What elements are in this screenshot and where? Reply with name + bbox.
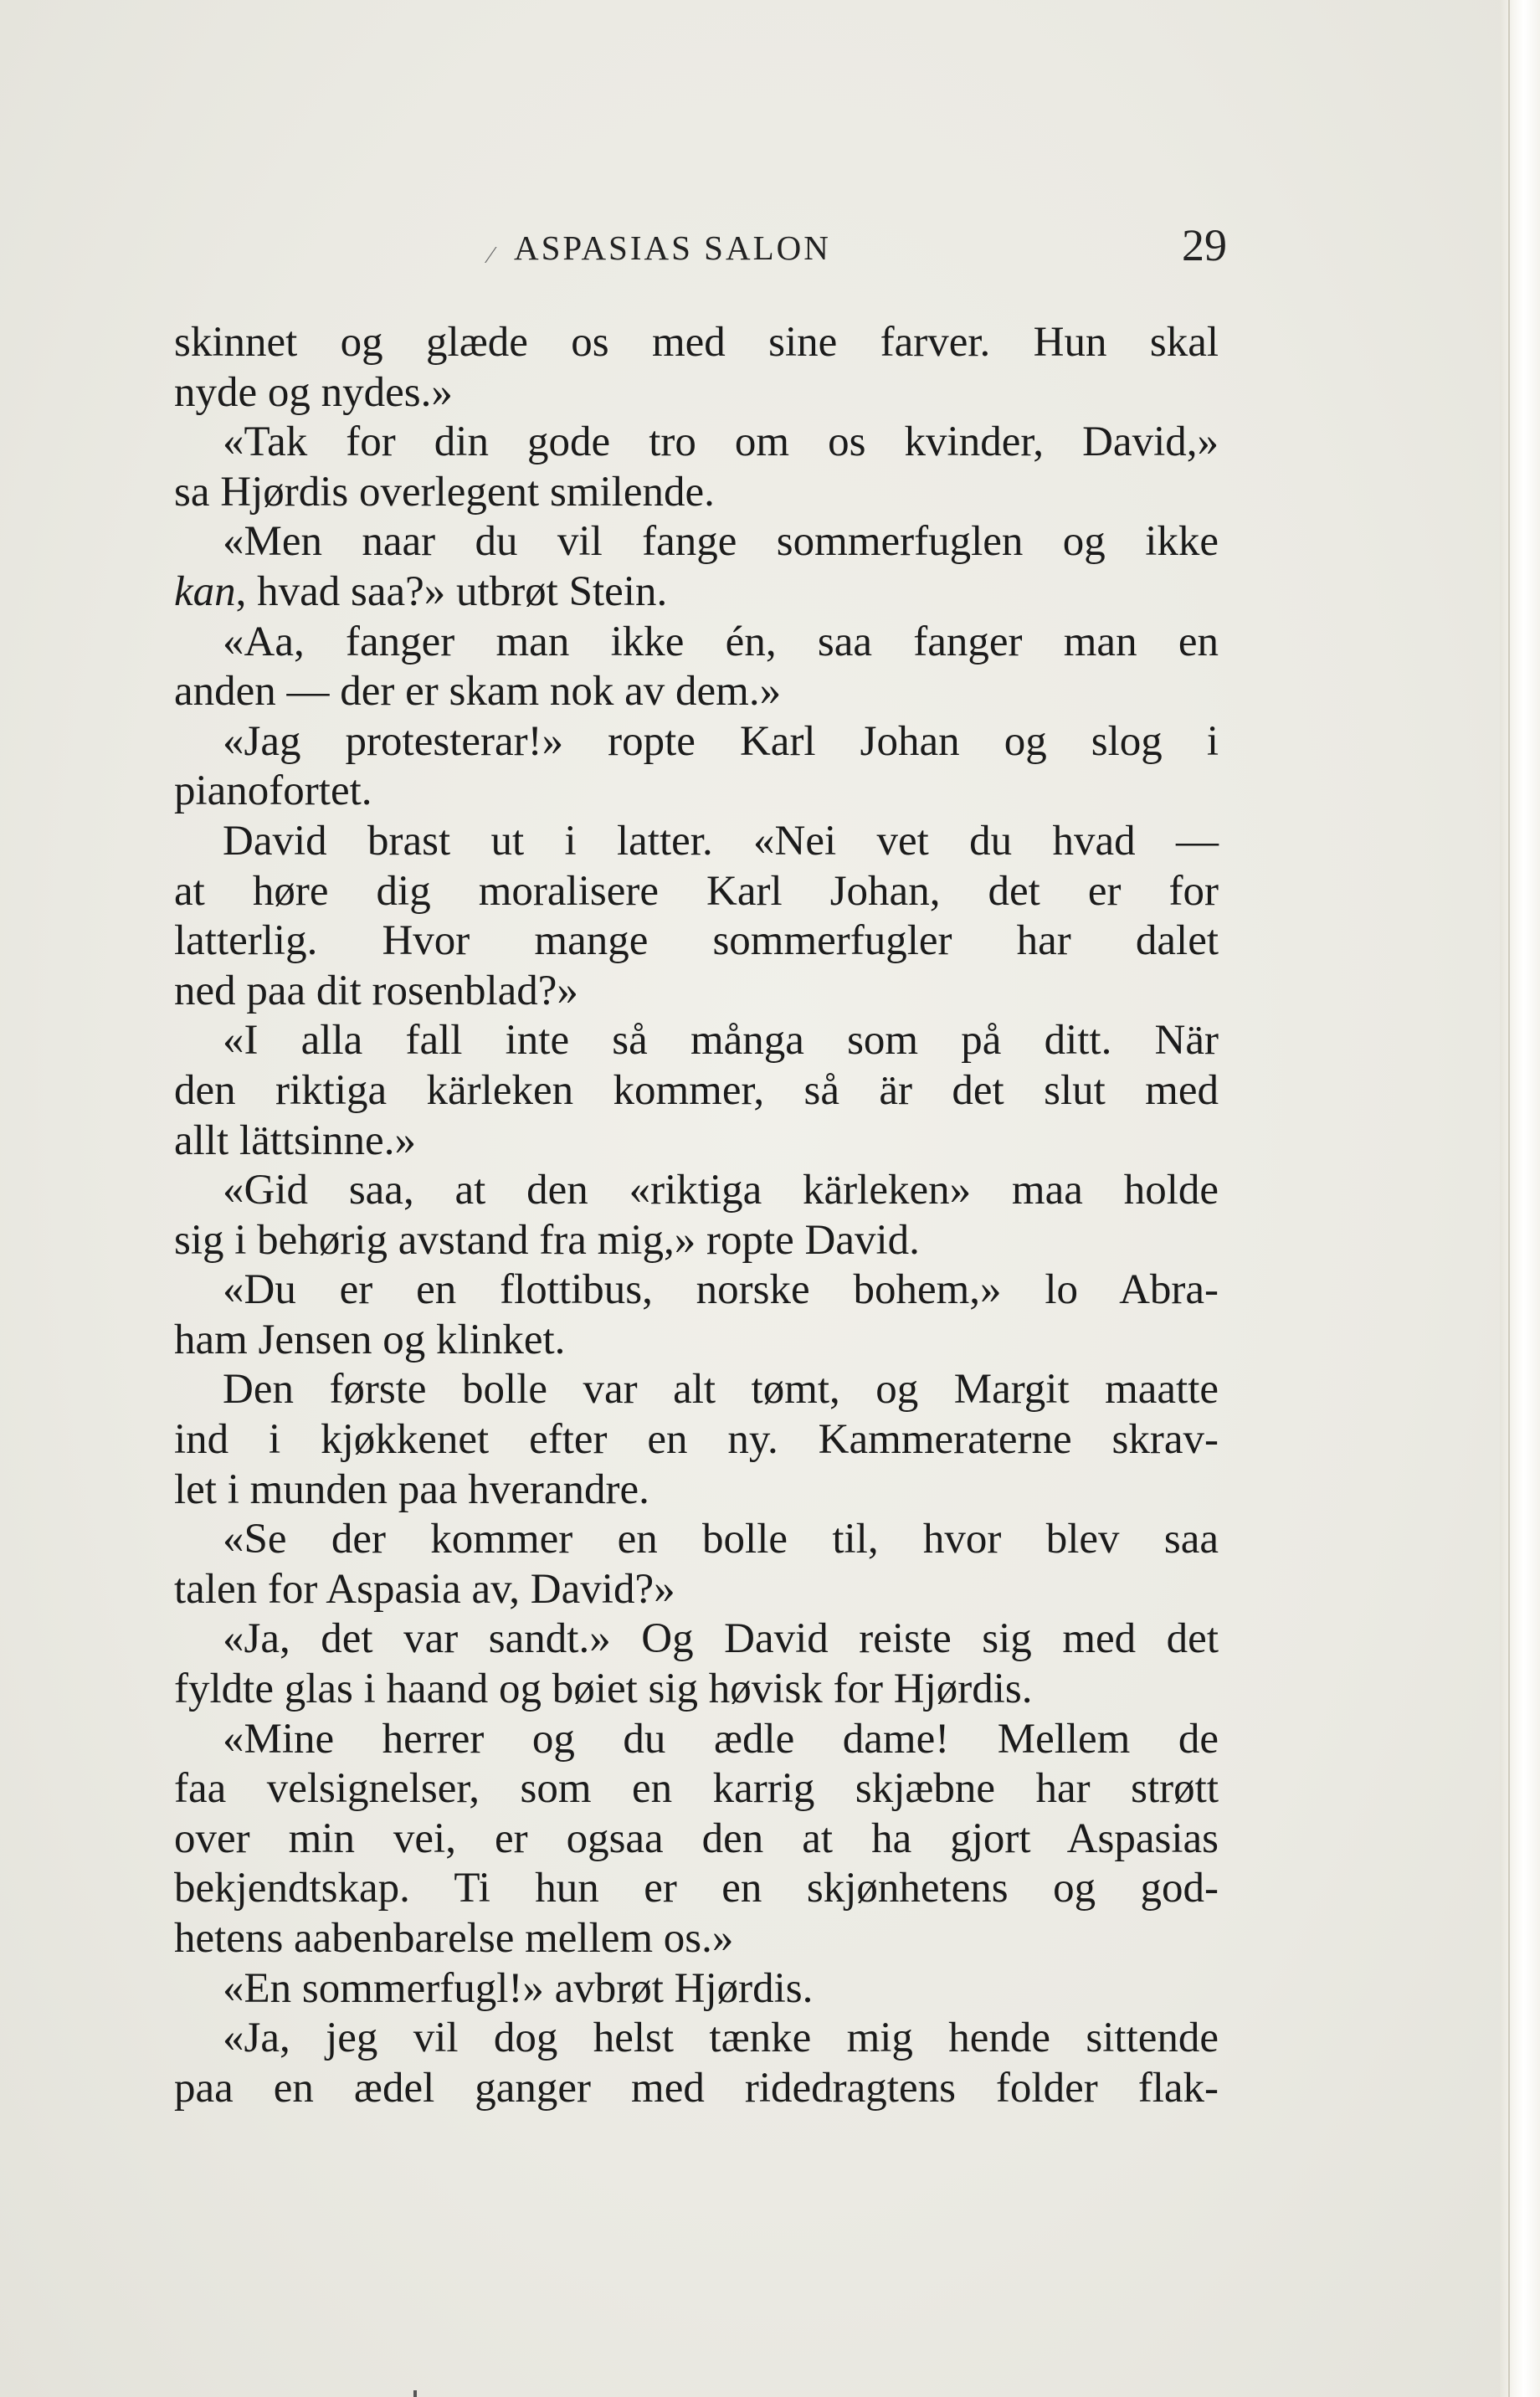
page-edge <box>1500 0 1540 2397</box>
text-line: ham Jensen og klinket. <box>174 1316 566 1363</box>
text-line: faa velsignelser, som en karrig skjæbne har strøtt <box>174 1765 1219 1813</box>
text-line: den riktiga kärleken kommer, så är det slut med <box>174 1066 1219 1114</box>
text-line: David brast ut i latter. «Nei vet du hvad — <box>223 817 1219 865</box>
text-line: «Gid saa, at den «riktiga kärleken» maa holde <box>223 1167 1219 1214</box>
text-line: «Du er en flottibus, norske bohem,» lo Abra- <box>223 1266 1219 1314</box>
text-line: at høre dig moralisere Karl Johan, det er for <box>174 867 1219 915</box>
running-header <box>177 219 1227 278</box>
text-line: fyldte glas i haand og bøiet sig høvisk for Hjørdis. <box>174 1666 1033 1713</box>
text-line: «Ja, jeg vil dog helst tænke mig hende sittende <box>223 2015 1219 2062</box>
text-line: skinnet og glæde os med sine farver. Hun skal <box>174 319 1219 366</box>
text-line: anden — der er skam nok av dem.» <box>174 668 782 716</box>
text-line: hetens aabenbarelse mellem os.» <box>174 1915 734 1962</box>
text-line: over min vei, er ogsaa den at ha gjort Aspasias <box>174 1814 1219 1862</box>
ink-mark: ⁄ <box>489 243 493 269</box>
text-line: paa en ædel ganger med ridedragtens folder flak- <box>174 2064 1219 2112</box>
text-line: kan, hvad saa?» utbrøt Stein. <box>174 567 668 615</box>
text-line: sa Hjørdis overlegent smilende. <box>174 468 715 516</box>
text-line: ind i kjøkkenet efter en ny. Kammeraterne skrav- <box>174 1416 1219 1464</box>
text-line: «En sommerfugl!» avbrøt Hjørdis. <box>223 1964 814 2012</box>
text-line: «Ja, det var sandt.» Og David reiste sig med det <box>223 1615 1219 1663</box>
text-line: «Se der kommer en bolle til, hvor blev saa <box>223 1516 1219 1563</box>
running-title: ASPASIAS SALON <box>514 228 831 267</box>
text-line: «Tak for din gode tro om os kvinder, David,» <box>223 418 1219 466</box>
text-line: «Men naar du vil fange sommerfuglen og ikke <box>223 518 1219 566</box>
text-line: «I alla fall inte så många som på ditt. När <box>223 1017 1219 1065</box>
text-line: Den første bolle var alt tømt, og Margit maatte <box>223 1366 1219 1414</box>
body-text <box>174 318 1219 2113</box>
text-line: «Mine herrer og du ædle dame! Mellem de <box>223 1715 1219 1763</box>
text-line: ned paa dit rosenblad?» <box>174 967 578 1014</box>
text-line: pianofortet. <box>174 767 372 815</box>
print-speck <box>413 2390 417 2397</box>
page-number: 29 <box>1182 220 1227 270</box>
text-line: let i munden paa hverandre. <box>174 1465 649 1513</box>
text-line: allt lättsinne.» <box>174 1116 416 1164</box>
text-line: sig i behørig avstand fra mig,» ropte David. <box>174 1216 920 1264</box>
text-line: talen for Aspasia av, David?» <box>174 1565 675 1613</box>
text-line: bekjendtskap. Ti hun er en skjønhetens og god- <box>174 1865 1219 1912</box>
text-line: latterlig. Hvor mange sommerfugler har dalet <box>174 917 1219 965</box>
text-line: nyde og nydes.» <box>174 368 453 416</box>
text-line: «Aa, fanger man ikke én, saa fanger man en <box>223 618 1219 665</box>
text-line: «Jag protesterar!» ropte Karl Johan og slog i <box>223 717 1219 765</box>
